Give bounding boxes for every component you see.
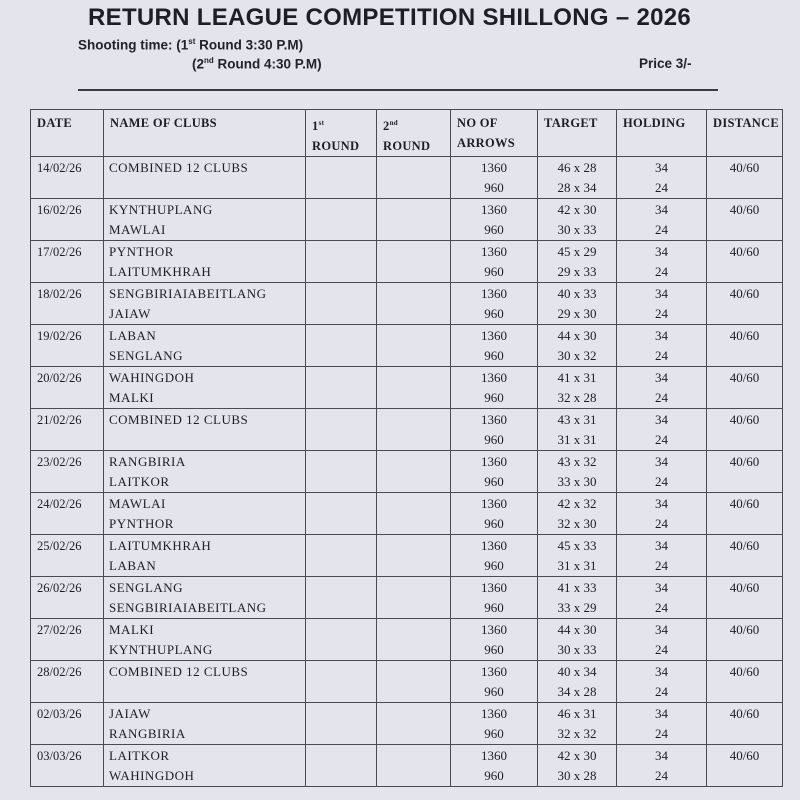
round2-cell [377,325,451,367]
schedule-table [30,109,783,787]
clubs-cell: PYNTHOR LAITUMKHRAH [104,241,306,283]
holding-cell: 34 24 [617,367,707,409]
round1-cell [306,661,377,703]
page-title: RETURN LEAGUE COMPETITION SHILLONG – 2026 [88,4,692,31]
target-cell: 40 x 34 34 x 28 [538,661,617,703]
arrows-cell: 1360 960 [451,409,538,451]
holding-cell: 34 24 [617,619,707,661]
date-cell: 28/02/26 [31,661,104,703]
arrows-cell: 1360 960 [451,283,538,325]
clubs-cell: MALKI KYNTHUPLANG [104,619,306,661]
date-cell: 17/02/26 [31,241,104,283]
round2-cell [377,535,451,577]
round2-cell [377,199,451,241]
col-header-distance: DISTANCE [707,110,783,157]
round2-cell [377,745,451,787]
round1-cell [306,577,377,619]
holding-cell: 34 24 [617,745,707,787]
target-cell: 43 x 32 33 x 30 [538,451,617,493]
arrows-cell: 1360 960 [451,325,538,367]
table-row [31,325,783,367]
round2-cell [377,451,451,493]
target-cell: 40 x 33 29 x 30 [538,283,617,325]
distance-cell: 40/60 [707,451,783,493]
arrows-cell: 1360 960 [451,703,538,745]
holding-cell: 34 24 [617,157,707,199]
target-cell: 45 x 29 29 x 33 [538,241,617,283]
round2-cell [377,577,451,619]
clubs-cell: LAITUMKHRAH LABAN [104,535,306,577]
clubs-cell: LABAN SENGLANG [104,325,306,367]
round1-cell [306,409,377,451]
distance-cell: 40/60 [707,619,783,661]
holding-cell: 34 24 [617,283,707,325]
target-cell: 41 x 31 32 x 28 [538,367,617,409]
holding-cell: 34 24 [617,493,707,535]
table-row [31,367,783,409]
holding-cell: 34 24 [617,661,707,703]
round2-cell [377,409,451,451]
round2-cell [377,703,451,745]
col-header-round2: 2nd ROUND [377,110,451,157]
holding-cell: 34 24 [617,241,707,283]
distance-cell: 40/60 [707,661,783,703]
date-cell: 24/02/26 [31,493,104,535]
target-cell: 43 x 31 31 x 31 [538,409,617,451]
distance-cell: 40/60 [707,241,783,283]
date-cell: 27/02/26 [31,619,104,661]
round1-cell [306,367,377,409]
distance-cell: 40/60 [707,325,783,367]
date-cell: 18/02/26 [31,283,104,325]
table-row [31,619,783,661]
distance-cell: 40/60 [707,199,783,241]
arrows-cell: 1360 960 [451,157,538,199]
arrows-cell: 1360 960 [451,619,538,661]
round2-cell [377,241,451,283]
clubs-cell: MAWLAI PYNTHOR [104,493,306,535]
date-cell: 25/02/26 [31,535,104,577]
distance-cell: 40/60 [707,409,783,451]
arrows-cell: 1360 960 [451,241,538,283]
distance-cell: 40/60 [707,745,783,787]
round1-cell [306,703,377,745]
col-header-target: TARGET [538,110,617,157]
date-cell: 23/02/26 [31,451,104,493]
target-cell: 42 x 32 32 x 30 [538,493,617,535]
col-header-round1: 1st ROUND [306,110,377,157]
target-cell: 46 x 28 28 x 34 [538,157,617,199]
table-row [31,283,783,325]
table-row [31,661,783,703]
distance-cell: 40/60 [707,367,783,409]
round2-cell [377,619,451,661]
holding-cell: 34 24 [617,325,707,367]
distance-cell: 40/60 [707,157,783,199]
round2-cell [377,283,451,325]
col-header-arrows: NO OF ARROWS [451,110,538,157]
clubs-cell: SENGBIRIAIABEITLANG JAIAW [104,283,306,325]
price-label: Price 3/- [639,56,692,71]
table-row [31,451,783,493]
holding-cell: 34 24 [617,703,707,745]
target-cell: 42 x 30 30 x 28 [538,745,617,787]
target-cell: 46 x 31 32 x 32 [538,703,617,745]
arrows-cell: 1360 960 [451,661,538,703]
table-row [31,745,783,787]
distance-cell: 40/60 [707,535,783,577]
round1-cell [306,199,377,241]
round1-cell [306,535,377,577]
col-header-clubs: NAME OF CLUBS [104,110,306,157]
holding-cell: 34 24 [617,535,707,577]
holding-cell: 34 24 [617,577,707,619]
date-cell: 03/03/26 [31,745,104,787]
round1-cell [306,325,377,367]
clubs-cell: COMBINED 12 CLUBS [104,661,306,703]
holding-cell: 34 24 [617,409,707,451]
table-row [31,535,783,577]
holding-cell: 34 24 [617,451,707,493]
clubs-cell: RANGBIRIA LAITKOR [104,451,306,493]
clubs-cell: WAHINGDOH MALKI [104,367,306,409]
clubs-cell: LAITKOR WAHINGDOH [104,745,306,787]
round1-cell [306,451,377,493]
clubs-cell: COMBINED 12 CLUBS [104,157,306,199]
target-cell: 44 x 30 30 x 33 [538,619,617,661]
round2-cell [377,367,451,409]
round1-cell [306,619,377,661]
round1-cell [306,283,377,325]
target-cell: 45 x 33 31 x 31 [538,535,617,577]
table-row [31,703,783,745]
round2-cell [377,661,451,703]
table-row [31,241,783,283]
holding-cell: 34 24 [617,199,707,241]
arrows-cell: 1360 960 [451,451,538,493]
clubs-cell: JAIAW RANGBIRIA [104,703,306,745]
col-header-date: DATE [31,110,104,157]
distance-cell: 40/60 [707,493,783,535]
target-cell: 44 x 30 30 x 32 [538,325,617,367]
arrows-cell: 1360 960 [451,745,538,787]
round1-cell [306,241,377,283]
date-cell: 16/02/26 [31,199,104,241]
shooting-time-round2: (2nd Round 4:30 P.M) [192,56,322,72]
table-header-row [31,110,783,157]
distance-cell: 40/60 [707,703,783,745]
header-divider [78,89,718,91]
arrows-cell: 1360 960 [451,535,538,577]
arrows-cell: 1360 960 [451,577,538,619]
distance-cell: 40/60 [707,577,783,619]
clubs-cell: KYNTHUPLANG MAWLAI [104,199,306,241]
arrows-cell: 1360 960 [451,493,538,535]
round2-cell [377,157,451,199]
round1-cell [306,745,377,787]
round2-cell [377,493,451,535]
table-row [31,157,783,199]
date-cell: 02/03/26 [31,703,104,745]
table-row [31,493,783,535]
table-row [31,409,783,451]
arrows-cell: 1360 960 [451,199,538,241]
table-row [31,577,783,619]
clubs-cell: COMBINED 12 CLUBS [104,409,306,451]
round1-cell [306,493,377,535]
date-cell: 21/02/26 [31,409,104,451]
date-cell: 14/02/26 [31,157,104,199]
arrows-cell: 1360 960 [451,367,538,409]
clubs-cell: SENGLANG SENGBIRIAIABEITLANG [104,577,306,619]
date-cell: 20/02/26 [31,367,104,409]
date-cell: 26/02/26 [31,577,104,619]
round1-cell [306,157,377,199]
date-cell: 19/02/26 [31,325,104,367]
distance-cell: 40/60 [707,283,783,325]
target-cell: 42 x 30 30 x 33 [538,199,617,241]
table-row [31,199,783,241]
shooting-time-round1: Shooting time: (1st Round 3:30 P.M) [78,37,304,53]
col-header-holding: HOLDING [617,110,707,157]
target-cell: 41 x 33 33 x 29 [538,577,617,619]
